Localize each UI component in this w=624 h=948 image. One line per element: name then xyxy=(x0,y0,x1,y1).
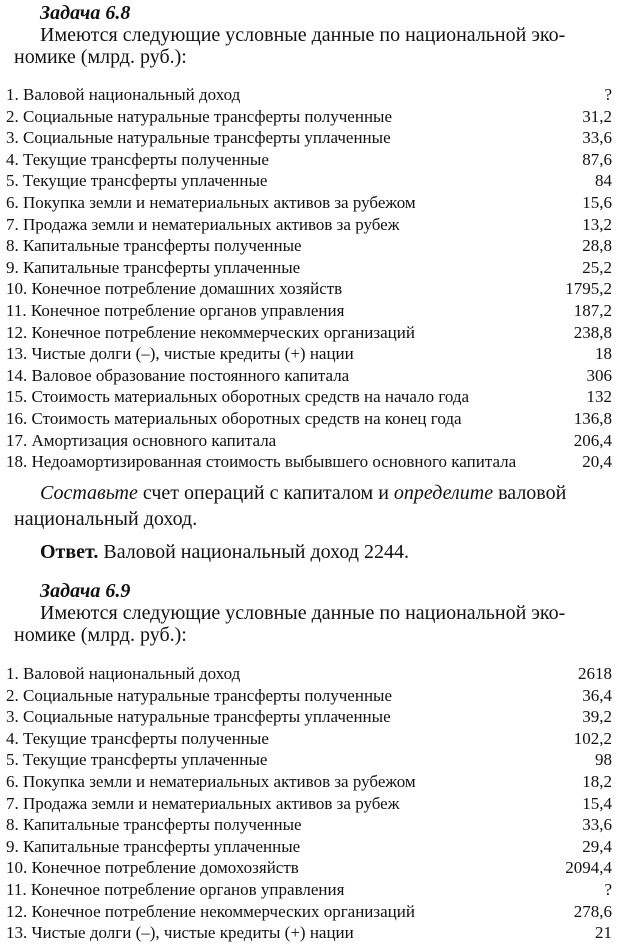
item-label: 8. Капитальные трансферты полученные xyxy=(6,815,302,835)
item-value: 20,4 xyxy=(582,452,612,472)
instruction-line xyxy=(14,480,614,506)
item-value: 36,4 xyxy=(582,685,612,705)
list-item xyxy=(6,365,612,387)
item-value: 28,8 xyxy=(582,236,612,256)
item-label: 7. Продажа земли и нематериальных активов за рубеж xyxy=(6,793,400,813)
intro-line: номике (млрд. руб.): xyxy=(14,624,187,646)
task-instruction xyxy=(14,480,614,532)
task-title: Задача 6.8 xyxy=(40,2,131,24)
instruction-line: национальный доход. xyxy=(14,508,198,530)
list-item xyxy=(6,170,612,192)
list-item xyxy=(6,257,612,279)
item-value: 84 xyxy=(595,171,612,191)
item-label: 6. Покупка земли и нематериальных активов за рубежом xyxy=(6,771,416,791)
list-item xyxy=(6,901,612,923)
data-list xyxy=(6,663,612,944)
list-item xyxy=(6,749,612,771)
item-value: 206,4 xyxy=(573,430,612,450)
item-value: 18,2 xyxy=(582,771,612,791)
item-value: 33,6 xyxy=(582,128,612,148)
answer xyxy=(40,540,409,564)
item-value: ? xyxy=(604,85,612,104)
item-label: 5. Текущие трансферты уплаченные xyxy=(6,171,268,191)
item-value: 13,2 xyxy=(582,214,612,234)
item-label: 18. Недоамортизированная стоимость выбывшего основного капитала xyxy=(6,452,517,472)
list-item xyxy=(6,451,612,473)
list-item xyxy=(6,663,612,685)
item-label: 6. Покупка земли и нематериальных активов за рубежом xyxy=(6,192,416,212)
item-label: 10. Конечное потребление домашних хозяйств xyxy=(6,279,343,299)
item-value: 39,2 xyxy=(582,707,612,727)
item-label: 7. Продажа земли и нематериальных активов за рубеж xyxy=(6,214,400,234)
item-label: 13. Чистые долги (–), чистые кредиты (+) нации xyxy=(6,344,354,364)
list-item xyxy=(6,685,612,707)
list-item xyxy=(6,127,612,149)
list-item xyxy=(6,857,612,879)
item-value: 238,8 xyxy=(573,322,612,342)
item-value: 1795,2 xyxy=(565,279,612,299)
answer-text: Валовой национальный доход 2244. xyxy=(98,541,409,563)
instruction-text: счет операций с капиталом и xyxy=(137,482,394,504)
intro-line: Имеются следующие условные данные по национальной эко- xyxy=(40,24,566,46)
item-value: 136,8 xyxy=(573,408,612,428)
item-label: 11. Конечное потребление органов управления xyxy=(6,879,345,899)
list-item xyxy=(6,214,612,236)
item-value: 25,2 xyxy=(582,257,612,277)
data-list xyxy=(6,84,612,473)
item-value: 2094,4 xyxy=(565,858,612,878)
item-label: 12. Конечное потребление некоммерческих организаций xyxy=(6,322,415,342)
intro-line: Имеются следующие условные данные по национальной эко- xyxy=(40,602,566,624)
list-item xyxy=(6,322,612,344)
item-label: 1. Валовой национальный доход xyxy=(6,664,241,683)
item-label: 1. Валовой национальный доход xyxy=(6,85,241,104)
item-value: 29,4 xyxy=(582,836,612,856)
instruction-verb: Составьте xyxy=(40,482,138,504)
item-value: 31,2 xyxy=(582,106,612,126)
list-item xyxy=(6,728,612,750)
intro-line: номике (млрд. руб.): xyxy=(14,46,187,68)
list-item xyxy=(6,793,612,815)
task-intro xyxy=(14,602,614,646)
list-item xyxy=(6,879,612,901)
item-label: 2. Социальные натуральные трансферты полученные xyxy=(6,106,393,126)
list-item xyxy=(6,771,612,793)
list-item xyxy=(6,706,612,728)
list-item xyxy=(6,343,612,365)
list-item xyxy=(6,149,612,171)
list-item xyxy=(6,278,612,300)
item-label: 11. Конечное потребление органов управления xyxy=(6,300,345,320)
item-label: 15. Стоимость материальных оборотных средств на начало года xyxy=(6,387,470,407)
item-label: 2. Социальные натуральные трансферты полученные xyxy=(6,685,393,705)
list-item xyxy=(6,922,612,944)
list-item xyxy=(6,235,612,257)
list-item xyxy=(6,192,612,214)
list-item xyxy=(6,408,612,430)
item-label: 9. Капитальные трансферты уплаченные xyxy=(6,836,301,856)
list-item xyxy=(6,106,612,128)
item-value: 278,6 xyxy=(573,901,612,921)
item-value: 187,2 xyxy=(573,300,612,320)
list-item xyxy=(6,430,612,452)
item-label: 13. Чистые долги (–), чистые кредиты (+) нации xyxy=(6,923,354,943)
item-value: 102,2 xyxy=(573,728,612,748)
item-label: 3. Социальные натуральные трансферты уплаченные xyxy=(6,128,391,148)
list-item xyxy=(6,386,612,408)
task-intro xyxy=(14,24,614,68)
item-label: 4. Текущие трансферты полученные xyxy=(6,728,269,748)
item-value: 306 xyxy=(586,365,612,385)
instruction-verb: определите xyxy=(393,482,494,504)
item-value: 87,6 xyxy=(582,149,612,169)
item-value: 18 xyxy=(595,344,612,364)
item-label: 12. Конечное потребление некоммерческих организаций xyxy=(6,901,415,921)
item-label: 14. Валовое образование постоянного капитала xyxy=(6,365,350,385)
item-label: 9. Капитальные трансферты уплаченные xyxy=(6,257,301,277)
item-label: 5. Текущие трансферты уплаченные xyxy=(6,750,268,770)
item-label: 17. Амортизация основного капитала xyxy=(6,430,277,450)
item-value: 33,6 xyxy=(582,815,612,835)
item-label: 3. Социальные натуральные трансферты уплаченные xyxy=(6,707,391,727)
item-value: ? xyxy=(604,879,612,899)
item-value: 2618 xyxy=(578,664,612,683)
item-label: 8. Капитальные трансферты полученные xyxy=(6,236,302,256)
list-item xyxy=(6,84,612,106)
list-item xyxy=(6,836,612,858)
item-value: 132 xyxy=(586,387,612,407)
answer-label: Ответ. xyxy=(40,541,99,563)
item-label: 10. Конечное потребление домохозяйств xyxy=(6,858,299,878)
item-label: 16. Стоимость материальных оборотных средств на конец года xyxy=(6,408,462,428)
item-value: 15,4 xyxy=(582,793,612,813)
list-item xyxy=(6,300,612,322)
task-title: Задача 6.9 xyxy=(40,580,131,602)
item-label: 4. Текущие трансферты полученные xyxy=(6,149,269,169)
item-value: 15,6 xyxy=(582,192,612,212)
list-item xyxy=(6,814,612,836)
item-value: 21 xyxy=(595,923,612,943)
item-value: 98 xyxy=(595,750,612,770)
instruction-text: валовой xyxy=(493,482,567,504)
